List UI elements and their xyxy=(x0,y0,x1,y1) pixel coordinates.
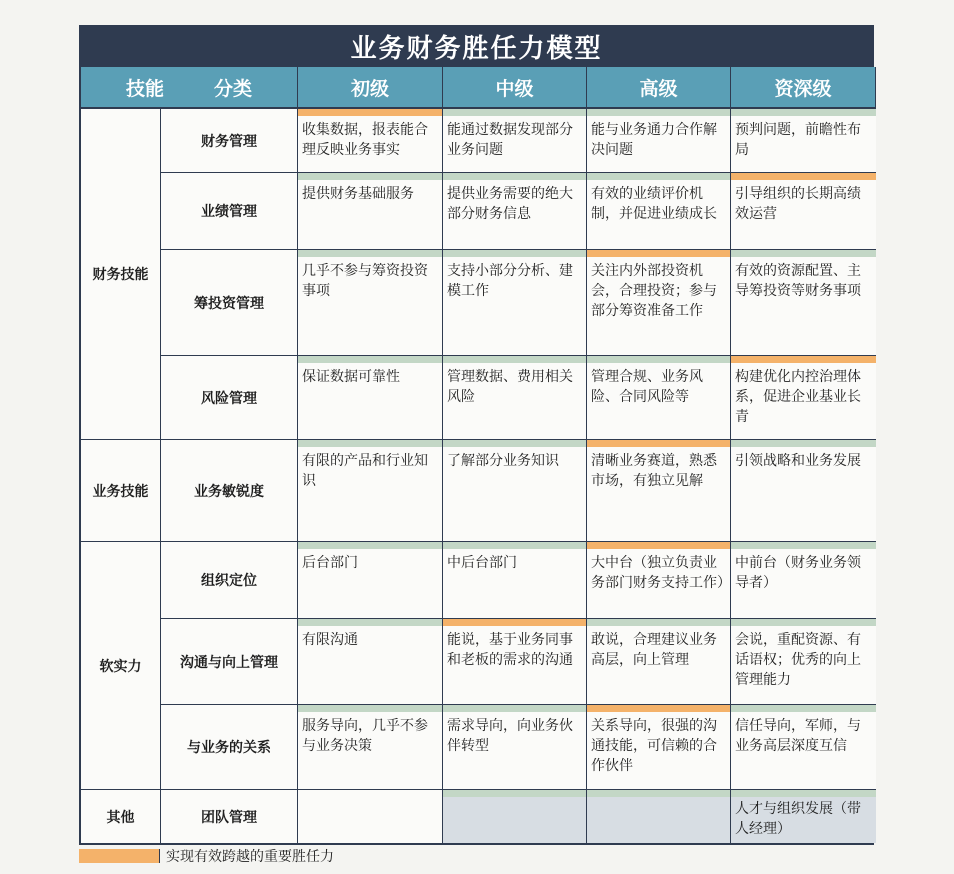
legend-swatch xyxy=(79,849,160,863)
category-performance-management: 业绩管理 xyxy=(161,173,298,250)
table-cell: 有效的资源配置、主导筹投资等财务事项 xyxy=(731,250,876,356)
table-cell: 管理数据、费用相关风险 xyxy=(443,356,587,440)
table-cell: 有限沟通 xyxy=(298,619,443,705)
table-cell xyxy=(298,790,443,843)
table-cell xyxy=(587,790,731,843)
table-cell: 提供财务基础服务 xyxy=(298,173,443,250)
category-team-management: 团队管理 xyxy=(161,790,298,843)
table-cell: 服务导向，几乎不参与业务决策 xyxy=(298,705,443,790)
table-cell: 能说，基于业务同事和老板的需求的沟通 xyxy=(443,619,587,705)
table-cell: 保证数据可靠性 xyxy=(298,356,443,440)
table-cell: 大中台（独立负责业务部门财务支持工作） xyxy=(587,542,731,619)
table-cell: 支持小部分分析、建模工作 xyxy=(443,250,587,356)
table-cell: 敢说，合理建议业务高层，向上管理 xyxy=(587,619,731,705)
header-level-intermediate: 中级 xyxy=(443,67,587,109)
category-communication-managing-up: 沟通与向上管理 xyxy=(161,619,298,705)
group-business-skills: 业务技能 xyxy=(81,440,161,542)
header-category: 分类 xyxy=(213,77,252,100)
table-cell: 收集数据，报表能合理反映业务事实 xyxy=(298,109,443,173)
competency-table xyxy=(79,67,874,845)
page-title: 业务财务胜任力模型 xyxy=(79,25,874,67)
category-organization-positioning: 组织定位 xyxy=(161,542,298,619)
table-cell: 会说，重配资源、有话语权；优秀的向上管理能力 xyxy=(731,619,876,705)
table-cell: 引导组织的长期高绩效运营 xyxy=(731,173,876,250)
category-business-relationship: 与业务的关系 xyxy=(161,705,298,790)
header-level-junior: 初级 xyxy=(298,67,443,109)
table-cell: 中前台（财务业务领导者） xyxy=(731,542,876,619)
legend-label: 实现有效跨越的重要胜任力 xyxy=(166,849,334,865)
table-cell: 后台部门 xyxy=(298,542,443,619)
table-cell: 几乎不参与筹资投资事项 xyxy=(298,250,443,356)
table-cell: 提供业务需要的绝大部分财务信息 xyxy=(443,173,587,250)
table-cell: 预判问题，前瞻性布局 xyxy=(731,109,876,173)
header-level-senior: 高级 xyxy=(587,67,731,109)
table-cell: 能通过数据发现部分业务问题 xyxy=(443,109,587,173)
table-cell: 引领战略和业务发展 xyxy=(731,440,876,542)
table-cell: 人才与组织发展（带人经理） xyxy=(731,790,876,843)
legend xyxy=(79,846,334,866)
table-cell: 构建优化内控治理体系，促进企业基业长青 xyxy=(731,356,876,440)
group-other: 其他 xyxy=(81,790,161,843)
table-cell: 能与业务通力合作解决问题 xyxy=(587,109,731,173)
header-skill-category xyxy=(81,67,298,109)
table-cell xyxy=(443,790,587,843)
table-cell: 管理合规、业务风险、合同风险等 xyxy=(587,356,731,440)
table-cell: 有限的产品和行业知识 xyxy=(298,440,443,542)
header-skill: 技能 xyxy=(125,77,164,100)
category-risk-management: 风险管理 xyxy=(161,356,298,440)
table-cell: 信任导向，军师，与业务高层深度互信 xyxy=(731,705,876,790)
group-soft-skills: 软实力 xyxy=(81,542,161,790)
header-level-expert: 资深级 xyxy=(731,67,876,109)
group-finance-skills: 财务技能 xyxy=(81,109,161,440)
table-cell: 清晰业务赛道，熟悉市场，有独立见解 xyxy=(587,440,731,542)
category-financial-management: 财务管理 xyxy=(161,109,298,173)
table-cell: 有效的业绩评价机制，并促进业绩成长 xyxy=(587,173,731,250)
table-cell: 需求导向，向业务伙伴转型 xyxy=(443,705,587,790)
table-cell: 关注内外部投资机会，合理投资；参与部分筹资准备工作 xyxy=(587,250,731,356)
category-investment-management: 筹投资管理 xyxy=(161,250,298,356)
category-business-acumen: 业务敏锐度 xyxy=(161,440,298,542)
table-cell: 关系导向，很强的沟通技能，可信赖的合作伙伴 xyxy=(587,705,731,790)
table-cell: 了解部分业务知识 xyxy=(443,440,587,542)
table-cell: 中后台部门 xyxy=(443,542,587,619)
